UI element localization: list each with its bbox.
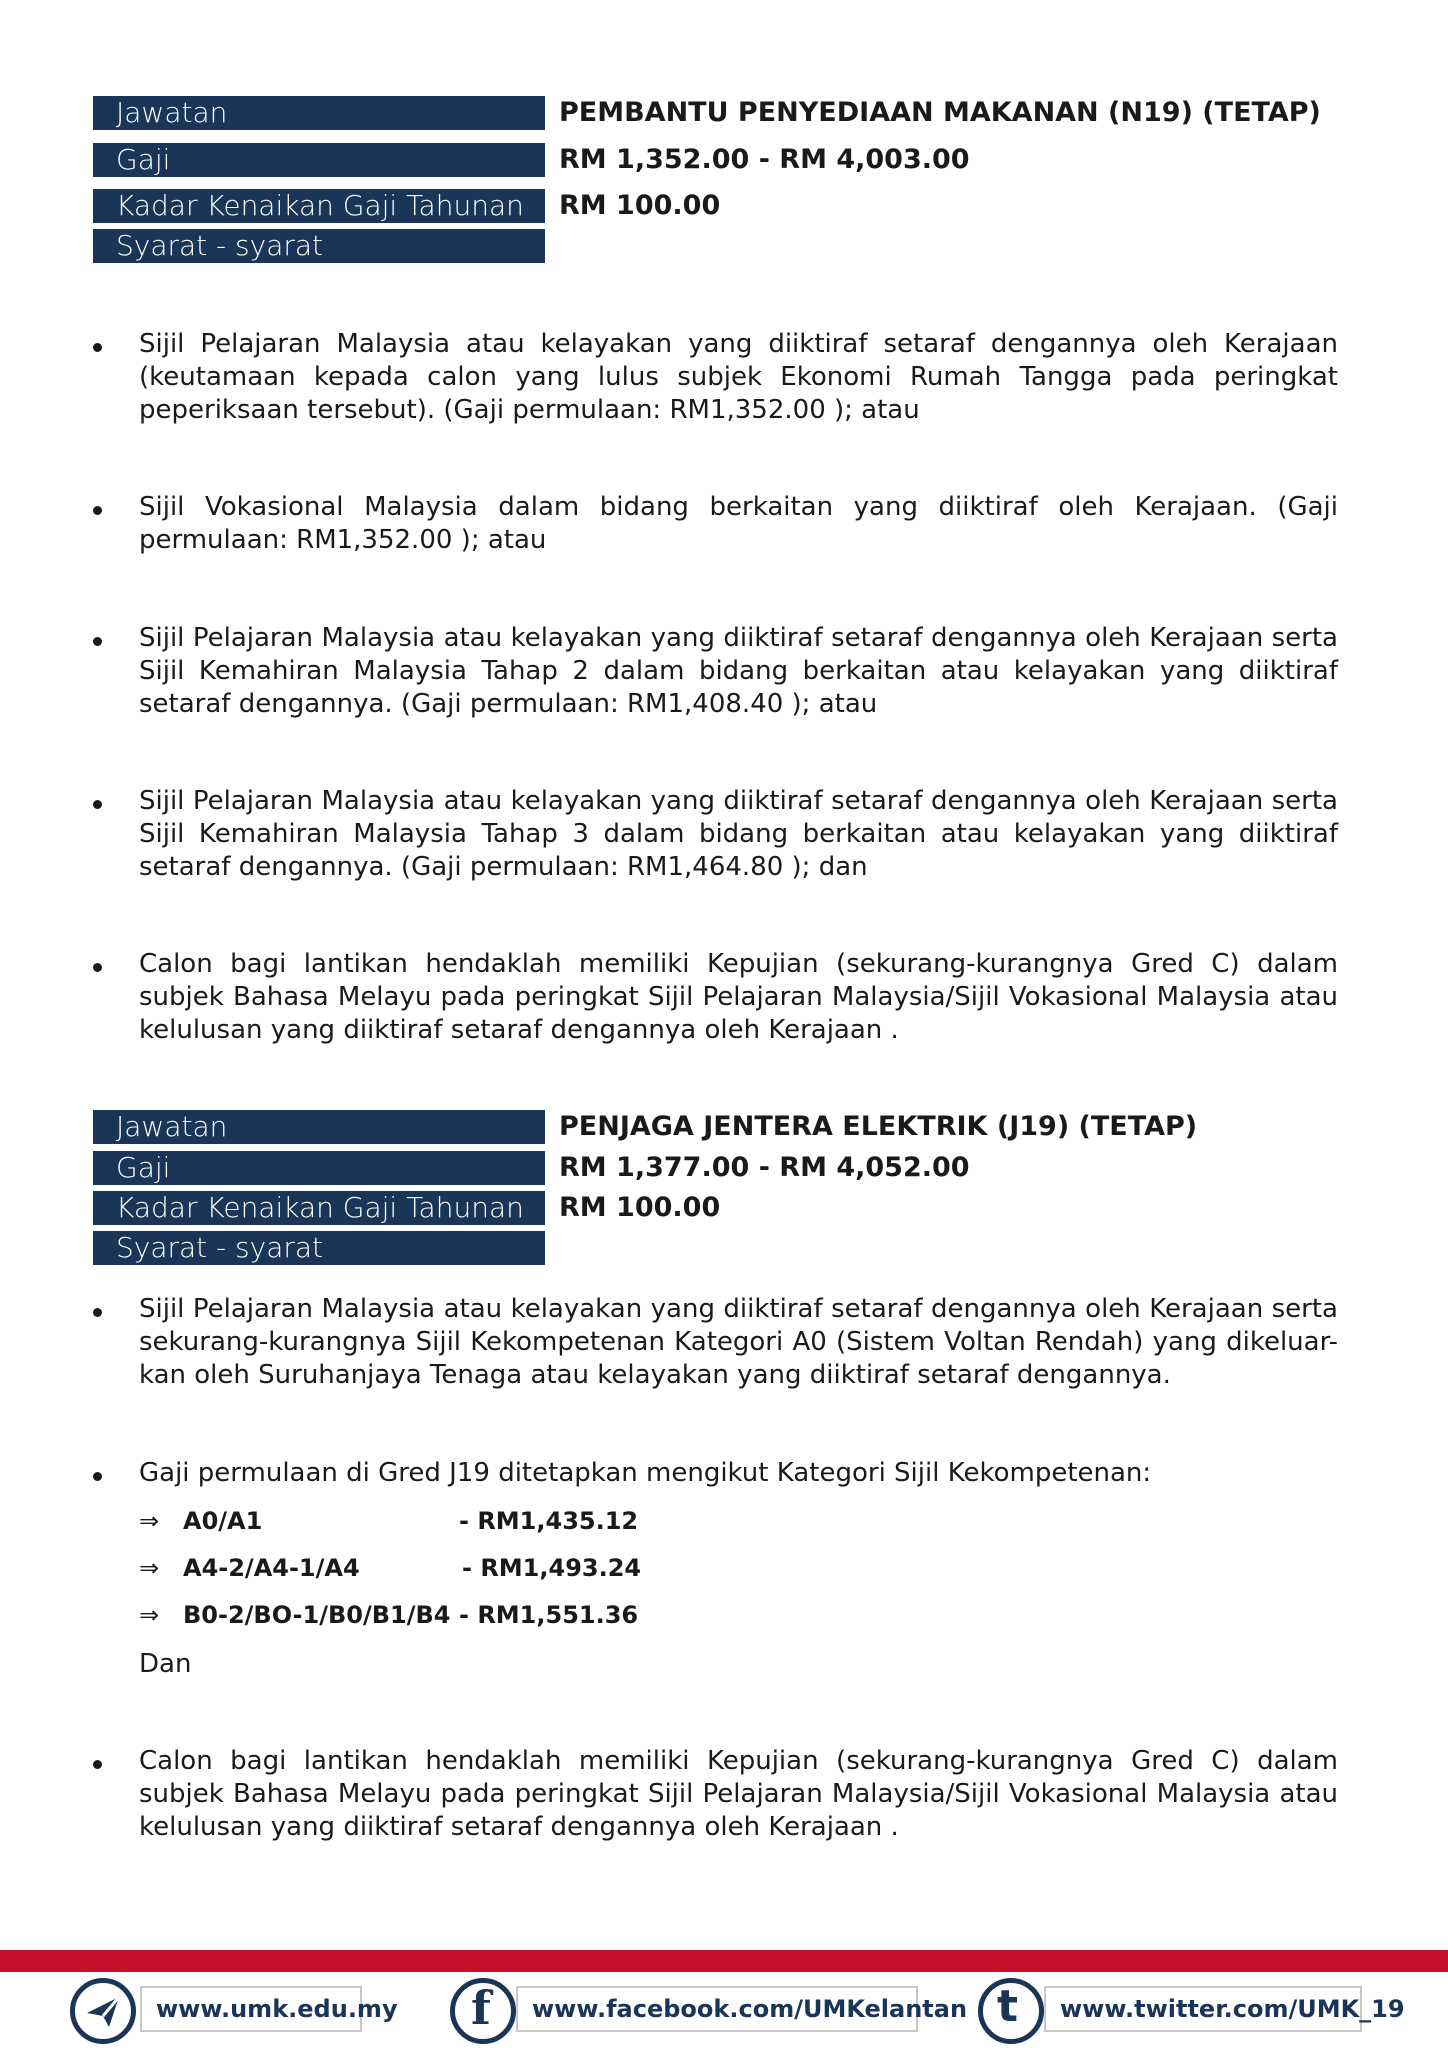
post-1-requirement xyxy=(93,491,1338,557)
category-code: A0/A1 xyxy=(183,1507,263,1535)
bullet-icon xyxy=(93,963,102,972)
footer-red-bar xyxy=(0,1950,1448,1972)
requirement-text: Sijil Pelajaran Malaysia atau kelayakan yang diiktiraf setaraf dengannya oleh Kerajaan (keutamaan kepada calon yang lulus subjek Ekonomi Rumah Tangga pada peringkat peperiksaan tersebut). (Gaji permulaan: RM1,352.00 ); atau xyxy=(139,329,1338,425)
label-kadar: Kadar Kenaikan Gaji Tahunan xyxy=(93,189,545,223)
post-1-increment: RM 100.00 xyxy=(559,190,721,221)
category-code: B0-2/BO-1/B0/B1/B4 xyxy=(183,1601,451,1629)
twitter-icon xyxy=(978,1978,1044,2044)
post-2-row-kadar xyxy=(93,1191,1338,1227)
post-2-row-jawatan xyxy=(93,1110,1338,1146)
bullet-icon xyxy=(93,343,102,352)
label-jawatan: Jawatan xyxy=(93,1110,545,1144)
category-amount: - RM1,435.12 xyxy=(459,1507,639,1535)
requirement-text: Calon bagi lantikan hendaklah memiliki Kepujian (sekurang-kurangnya Gred C) dalam subjek Bahasa Melayu pada peringkat Sijil Pelajaran Malaysia/Sijil Vokasional Malaysia atau kelulusan yang diiktiraf setaraf dengannya oleh Kerajaan . xyxy=(139,1746,1338,1842)
requirement-text: Sijil Pelajaran Malaysia atau kelayakan yang diiktiraf setaraf dengannya oleh Kerajaan serta Sijil Kemahiran Malaysia Tahap 3 dalam bidang berkaitan atau kelayakan yang diiktiraf setaraf dengannya. (Gaji permulaan: RM1,464.80 ); dan xyxy=(139,786,1338,882)
twitter-url: www.twitter.com/UMK_19 xyxy=(1044,1986,1362,2032)
bullet-icon xyxy=(93,1472,102,1481)
twitter-glyph: t xyxy=(997,1981,1019,2032)
arrow-icon: ⇒ xyxy=(139,1507,160,1535)
post-2-requirement xyxy=(93,1745,1338,1844)
post-1-row-kadar xyxy=(93,189,1338,225)
label-gaji: Gaji xyxy=(93,1151,545,1185)
post-1-title: PEMBANTU PENYEDIAAN MAKANAN (N19) (TETAP) xyxy=(559,97,1321,128)
requirement-text: Sijil Vokasional Malaysia dalam bidang berkaitan yang diiktiraf oleh Kerajaan. (Gaji permulaan: RM1,352.00 ); atau xyxy=(139,492,1338,555)
post-2-increment: RM 100.00 xyxy=(559,1192,721,1223)
conjunction-text: Dan xyxy=(139,1649,192,1679)
label-syarat: Syarat - syarat xyxy=(93,1231,545,1265)
post-1-requirement xyxy=(93,328,1338,427)
post-1-requirement xyxy=(93,785,1338,884)
bullet-icon xyxy=(93,1760,102,1769)
post-2-title: PENJAGA JENTERA ELEKTRIK (J19) (TETAP) xyxy=(559,1111,1198,1142)
arrow-icon: ⇒ xyxy=(139,1601,160,1629)
post-2-salary: RM 1,377.00 - RM 4,052.00 xyxy=(559,1152,970,1183)
label-kadar: Kadar Kenaikan Gaji Tahunan xyxy=(93,1191,545,1225)
bullet-icon xyxy=(93,1308,102,1317)
post-1-requirement xyxy=(93,948,1338,1047)
post-1-row-jawatan xyxy=(93,96,1338,132)
post-1-row-gaji xyxy=(93,143,1338,179)
category-code: A4-2/A4-1/A4 xyxy=(183,1554,360,1582)
facebook-glyph: f xyxy=(471,1981,491,2035)
requirement-text: Gaji permulaan di Gred J19 ditetapkan mengikut Kategori Sijil Kekompetenan: xyxy=(139,1458,1152,1488)
post-2-requirement xyxy=(93,1293,1338,1392)
bullet-icon xyxy=(93,506,102,515)
arrow-icon: ⇒ xyxy=(139,1554,160,1582)
footer xyxy=(0,1972,1448,2048)
requirement-text: Sijil Pelajaran Malaysia atau kelayakan yang diiktiraf setaraf dengannya oleh Kerajaan serta sekurang-kurangnya Sijil Kekompetenan Kategori A0 (Sistem Voltan Rendah) yang dikeluar-kan oleh Suruhanjaya Tenaga atau kelayakan yang diiktiraf setaraf dengannya. xyxy=(139,1294,1338,1390)
post-2-requirement xyxy=(93,1457,1338,1490)
label-syarat: Syarat - syarat xyxy=(93,229,545,263)
post-1-salary: RM 1,352.00 - RM 4,003.00 xyxy=(559,144,970,175)
facebook-icon xyxy=(450,1978,516,2044)
send-icon xyxy=(70,1978,136,2044)
post-2-row-gaji xyxy=(93,1151,1338,1187)
label-jawatan: Jawatan xyxy=(93,96,545,130)
bullet-icon xyxy=(93,800,102,809)
facebook-url: www.facebook.com/UMKelantan xyxy=(516,1986,918,2032)
post-1-requirement xyxy=(93,622,1338,721)
label-gaji: Gaji xyxy=(93,143,545,177)
requirement-text: Sijil Pelajaran Malaysia atau kelayakan yang diiktiraf setaraf dengannya oleh Kerajaan serta Sijil Kemahiran Malaysia Tahap 2 dalam bidang berkaitan atau kelayakan yang diiktiraf setaraf dengannya. (Gaji permulaan: RM1,408.40 ); atau xyxy=(139,623,1338,719)
requirement-text: Calon bagi lantikan hendaklah memiliki Kepujian (sekurang-kurangnya Gred C) dalam subjek Bahasa Melayu pada peringkat Sijil Pelajaran Malaysia/Sijil Vokasional Malaysia atau kelulusan yang diiktiraf setaraf dengannya oleh Kerajaan . xyxy=(139,949,1338,1045)
bullet-icon xyxy=(93,637,102,646)
post-1-row-syarat xyxy=(93,229,1338,265)
website-url: www.umk.edu.my xyxy=(140,1986,362,2032)
post-2-row-syarat xyxy=(93,1231,1338,1267)
category-amount: - RM1,493.24 xyxy=(462,1554,642,1582)
category-amount: - RM1,551.36 xyxy=(459,1601,639,1629)
